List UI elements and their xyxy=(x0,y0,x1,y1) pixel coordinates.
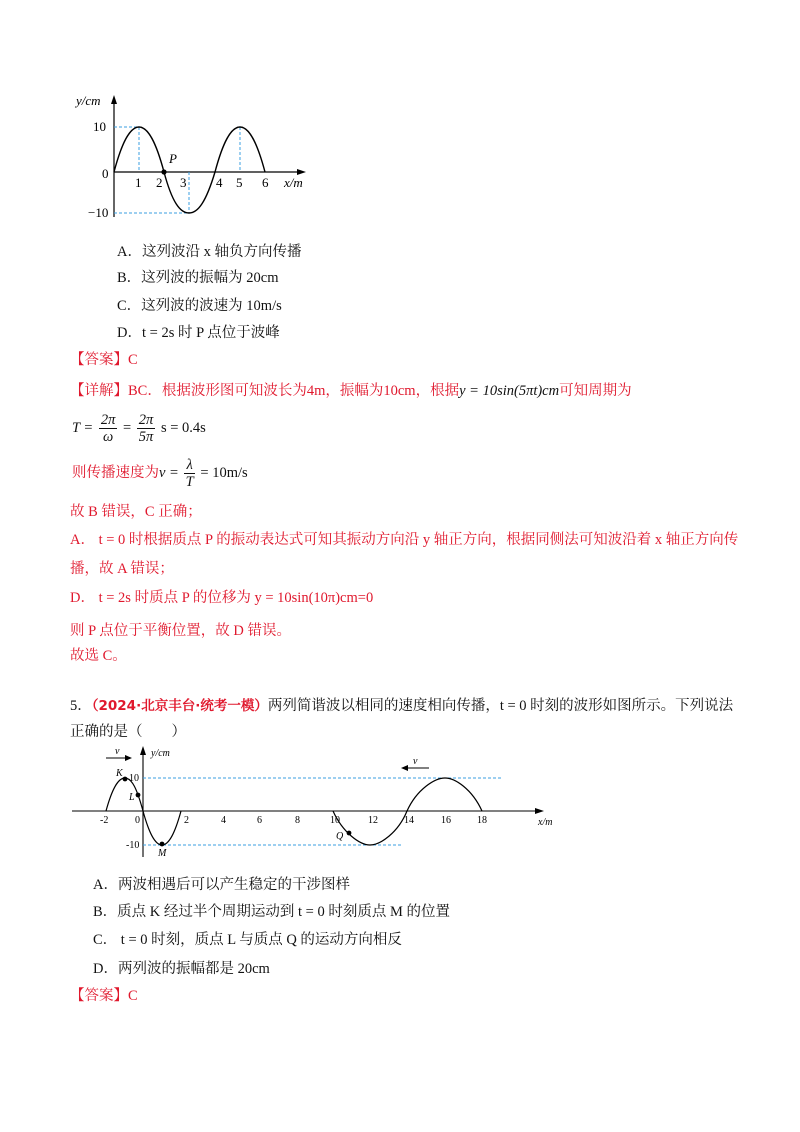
q5-stem-line-1 xyxy=(70,696,733,716)
point-q xyxy=(347,831,352,836)
formula-lhs: v = xyxy=(159,465,179,481)
detail-text: 则传播速度为 xyxy=(72,465,159,481)
question-stem: 两列简谐波以相同的速度相向传播，t = 0 时刻的波形如图所示。下列说法 xyxy=(267,698,734,714)
q4-answer: 【答案】C xyxy=(70,352,138,368)
x-axis-label: x/m xyxy=(284,175,303,190)
option-text: 这列波的振幅为 20cm xyxy=(141,270,279,286)
x-tick: 12 xyxy=(368,815,378,826)
option-letter: C． xyxy=(93,932,118,948)
option-text: 两波相遇后可以产生稳定的干涉图样 xyxy=(117,877,350,893)
point-p xyxy=(161,169,166,174)
x-tick-3: 3 xyxy=(180,175,187,190)
option-text: 这列波沿 x 轴负方向传播 xyxy=(141,244,302,260)
option-text: 这列波的波速为 10m/s xyxy=(141,298,282,314)
q4-detail-4a: A． t = 0 时根据质点 P 的振动表达式可知其振动方向沿 y 轴正方向，根据同侧法可知波沿着 x 轴正方向传 xyxy=(70,532,739,548)
wave-curve-1 xyxy=(114,127,265,213)
q4-option-d xyxy=(117,323,280,343)
point-q-label: Q xyxy=(336,831,344,842)
detail-text: 【详解】BC．根据波形图可知波长为4m，振幅为10cm，根据 xyxy=(70,383,460,399)
point-k xyxy=(123,777,128,782)
point-l xyxy=(136,793,141,798)
formula-lhs: T = xyxy=(72,420,94,436)
y-tick-10: 10 xyxy=(93,119,106,134)
x-tick: 6 xyxy=(257,815,262,826)
q5-option-a xyxy=(93,875,350,895)
y-axis-label: y/cm xyxy=(151,748,170,759)
point-k-label: K xyxy=(116,768,123,779)
wave-figure-2 xyxy=(72,745,552,860)
fraction-2pi-omega xyxy=(99,412,118,445)
option-letter: A． xyxy=(93,877,118,893)
formula-rhs: s = 0.4s xyxy=(160,420,206,436)
q4-option-c xyxy=(117,296,282,316)
option-letter: D． xyxy=(117,325,142,341)
option-letter: B． xyxy=(93,904,118,920)
option-text: 两列波的振幅都是 20cm xyxy=(117,961,270,977)
q5-answer: 【答案】C xyxy=(70,988,138,1004)
v-label-left: v xyxy=(115,746,120,757)
x-tick: 14 xyxy=(404,815,414,826)
q4-detail-3: 故 B 错误，C 正确； xyxy=(70,504,202,520)
x-axis-label: x/m xyxy=(538,817,553,828)
q4-option-b xyxy=(117,268,279,288)
denominator: T xyxy=(185,474,194,491)
option-letter: A． xyxy=(117,244,142,260)
y-tick-neg10: −10 xyxy=(88,205,109,220)
y-tick-neg10: -10 xyxy=(126,840,140,851)
x-tick: 10 xyxy=(330,815,340,826)
formula: y = 10sin(5πt)cm xyxy=(459,383,560,399)
x-tick: 18 xyxy=(477,815,487,826)
q5-stem-line-2: 正确的是（ ） xyxy=(70,724,186,740)
option-letter: C． xyxy=(117,298,142,314)
numerator: 2π xyxy=(138,412,154,429)
option-text: 质点 K 经过半个周期运动到 t = 0 时刻质点 M 的位置 xyxy=(117,904,450,920)
numerator: λ xyxy=(186,457,193,474)
fraction-lambda-t xyxy=(184,457,194,490)
x-tick-4: 4 xyxy=(216,175,223,190)
x-tick: 8 xyxy=(295,815,300,826)
numerator: 2π xyxy=(100,412,116,429)
x-tick: -2 xyxy=(100,815,109,826)
x-tick: 2 xyxy=(184,815,189,826)
point-p-label: P xyxy=(169,151,177,166)
origin-label: 0 xyxy=(135,815,140,826)
q4-detail-1 xyxy=(70,381,632,401)
x-tick: 16 xyxy=(441,815,451,826)
wave-figure-1 xyxy=(76,92,318,227)
q4-detail-6: 则 P 点位于平衡位置，故 D 错误。 xyxy=(70,623,291,639)
q4-detail-7: 故选 C。 xyxy=(70,648,127,664)
x-tick-2: 2 xyxy=(156,175,163,190)
question-source: （2024·北京丰台·统考一模） xyxy=(91,698,268,714)
point-l-label: L xyxy=(129,792,135,803)
y-axis-label: y/cm xyxy=(76,93,101,108)
q4-detail-5: D． t = 2s 时质点 P 的位移为 y = 10sin(10π)cm=0 xyxy=(70,590,374,606)
q4-detail-4b: 播，故 A 错误； xyxy=(70,561,174,577)
fraction-2pi-5pi xyxy=(137,412,156,445)
q4-speed-formula xyxy=(72,455,248,491)
q5-option-b xyxy=(93,902,450,922)
q4-period-formula xyxy=(72,410,206,446)
point-m xyxy=(160,842,165,847)
y-tick-10: 10 xyxy=(129,773,139,784)
q5-option-c xyxy=(93,930,402,950)
denominator: ω xyxy=(102,429,114,446)
x-tick: 4 xyxy=(221,815,226,826)
q4-option-a xyxy=(117,242,301,262)
origin-label: 0 xyxy=(102,166,109,181)
v-label-right: v xyxy=(413,756,418,767)
x-tick-6: 6 xyxy=(262,175,269,190)
q5-option-d xyxy=(93,959,270,979)
question-number: 5． xyxy=(70,698,92,714)
x-tick-1: 1 xyxy=(135,175,142,190)
option-letter: D． xyxy=(93,961,118,977)
option-letter: B． xyxy=(117,270,142,286)
equals: = xyxy=(122,420,132,436)
point-m-label: M xyxy=(158,848,167,859)
detail-text: 可知周期为 xyxy=(559,383,632,399)
option-text: t = 2s 时 P 点位于波峰 xyxy=(141,325,280,341)
denominator: 5π xyxy=(138,429,154,446)
formula-rhs: = 10m/s xyxy=(200,465,248,481)
option-text: t = 0 时刻，质点 L 与质点 Q 的运动方向相反 xyxy=(117,932,402,948)
x-tick-5: 5 xyxy=(236,175,243,190)
